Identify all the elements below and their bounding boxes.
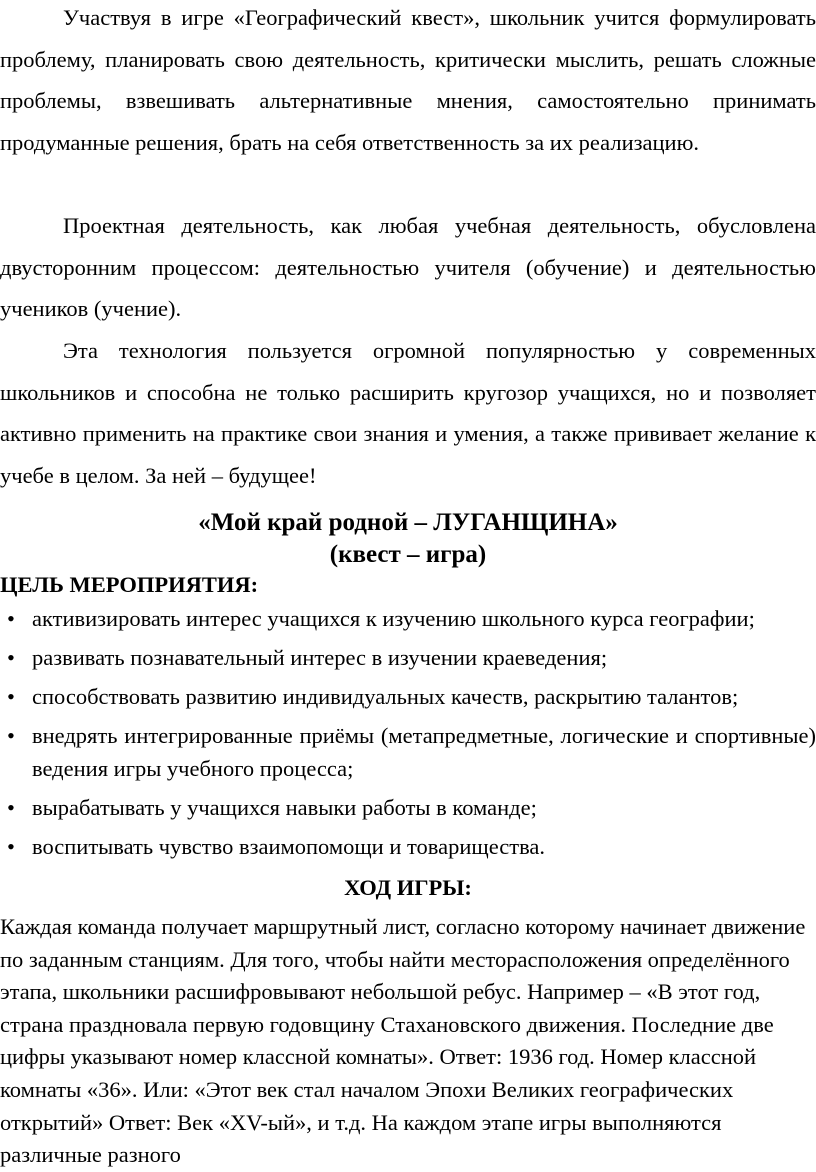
goal-text: способствовать развитию индивидуальных качеств, раскрытию талантов; [32,684,739,709]
game-course-paragraph: Каждая команда получает маршрутный лист, согласно которому начинает движение по заданным станциям. Для того, чтобы найти месторасположения определённого этапа, школьники расшифровывают небольшой ребус. Например – «В этот год, страна праздновала первую годовщину Стахановского движения. Последние две цифры указывают номер классной комнаты». Ответ: 1936 год. Номер классной комнаты «36». Или: «Этот век стал началом Эпохи Великих географических открытий» Ответ: Век «XV-ый», и т.д. На каждом этапе игры выполняются различные разного [0,914,806,1168]
goal-text: вырабатывать у учащихся навыки работы в команде; [32,795,537,820]
goal-item [0,641,816,674]
bullet-icon: • [7,795,15,820]
bullet-icon: • [7,723,15,748]
intro-paragraph-project: Проектная деятельность, как любая учебная деятельность, обусловлена двусторонним процессом: деятельностью учителя (обучение) и деятельностью учеников (учение). [0,213,816,322]
goals-heading: ЦЕЛЬ МЕРОПРИЯТИЯ: [0,572,259,597]
event-title: «Мой край родной – ЛУГАНЩИНА» [198,509,618,536]
goal-item [0,791,816,824]
goal-item [0,719,816,785]
goal-text: активизировать интерес учащихся к изучению школьного курса географии; [32,606,755,631]
intro-paragraph-quest: Участвуя в игре «Географический квест», школьник учится формулировать проблему, планировать свою деятельность, критически мыслить, решать сложные проблемы, взвешивать альтернативные мнения, самостоятельно принимать продуманные решения, брать на себя ответственность за их реализацию. [0,5,816,155]
goal-item [0,830,816,863]
game-course-heading: ХОД ИГРЫ: [344,875,472,900]
event-subtitle: (квест – игра) [329,541,487,568]
intro-paragraph-technology: Эта технология пользуется огромной популярностью у современных школьников и способна не только расширить кругозор учащихся, но и позволяет активно применить на практике свои знания и умения, а также прививает желание к учебе в целом. За ней – будущее! [0,338,816,488]
goal-text: развивать познавательный интерес в изучении краеведения; [32,645,608,670]
bullet-icon: • [7,645,15,670]
goal-text: внедрять интегрированные приёмы (метапредметные, логические и спортивные) ведения игры учебного процесса; [32,723,816,781]
goal-text: воспитывать чувство взаимопомощи и товарищества. [32,834,546,859]
bullet-icon: • [7,606,15,631]
bullet-icon: • [7,834,15,859]
goals-list [0,602,816,869]
bullet-icon: • [7,684,15,709]
goal-item [0,602,816,635]
goal-item [0,680,816,713]
